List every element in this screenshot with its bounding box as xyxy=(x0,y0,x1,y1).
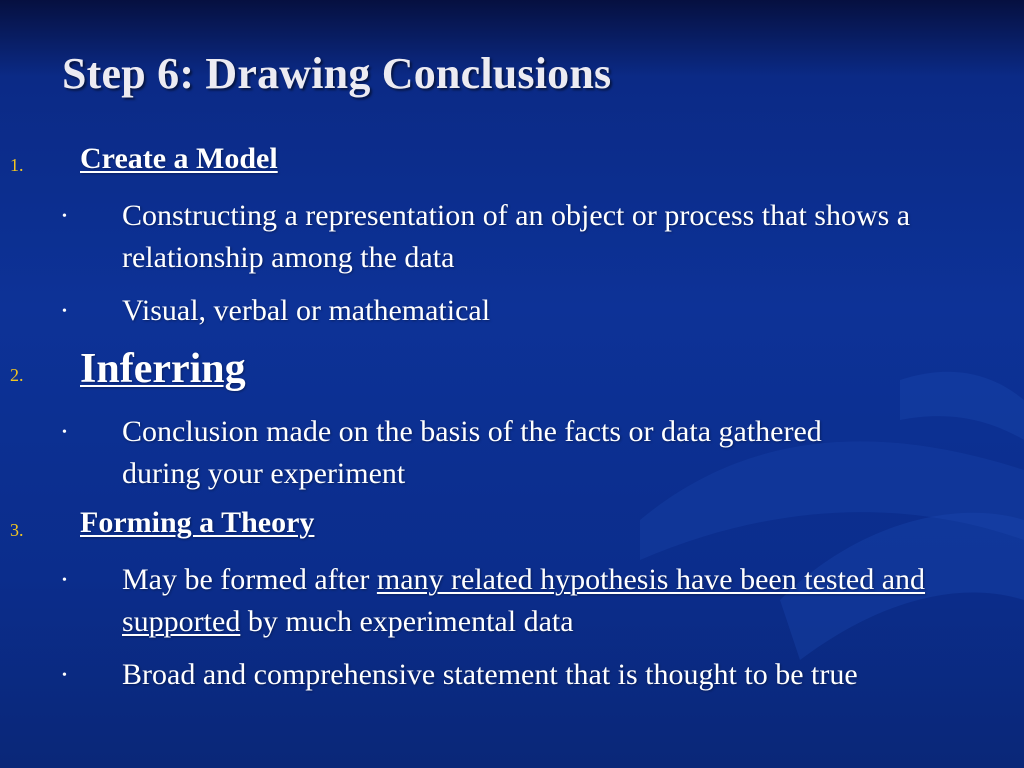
bullet-dot: • xyxy=(62,573,67,588)
section-number-1: 1. xyxy=(10,155,24,175)
section-number-3: 3. xyxy=(10,520,24,540)
bullet-dot: • xyxy=(62,304,67,319)
bullet-text: Constructing a representation of an object or process that shows a relationship among the data xyxy=(122,199,911,274)
bullet-text-before: May be formed after xyxy=(122,563,377,596)
bullet-dot: • xyxy=(62,425,67,440)
bullet-text-underlined: many related hypothesis have been tested and supported xyxy=(122,563,926,638)
bullet-text-after: by much experimental data xyxy=(240,605,574,638)
bullet-dot: • xyxy=(62,209,67,224)
bullet-text: Conclusion made on the basis of the facts or data gathered during your experiment xyxy=(122,415,822,490)
bullet-text: Visual, verbal or mathematical xyxy=(122,294,491,327)
bullet-text: Broad and comprehensive statement that is thought to be true xyxy=(122,658,858,691)
section-number-2: 2. xyxy=(10,365,24,385)
section-heading-inferring: Inferring xyxy=(80,346,246,392)
bullet-text xyxy=(122,559,1002,643)
slide-title: Step 6: Drawing Conclusions xyxy=(62,49,612,98)
section-heading-forming-theory: Forming a Theory xyxy=(80,506,315,539)
bullet-dot: • xyxy=(62,668,67,683)
section-heading-create-model: Create a Model xyxy=(80,142,278,175)
